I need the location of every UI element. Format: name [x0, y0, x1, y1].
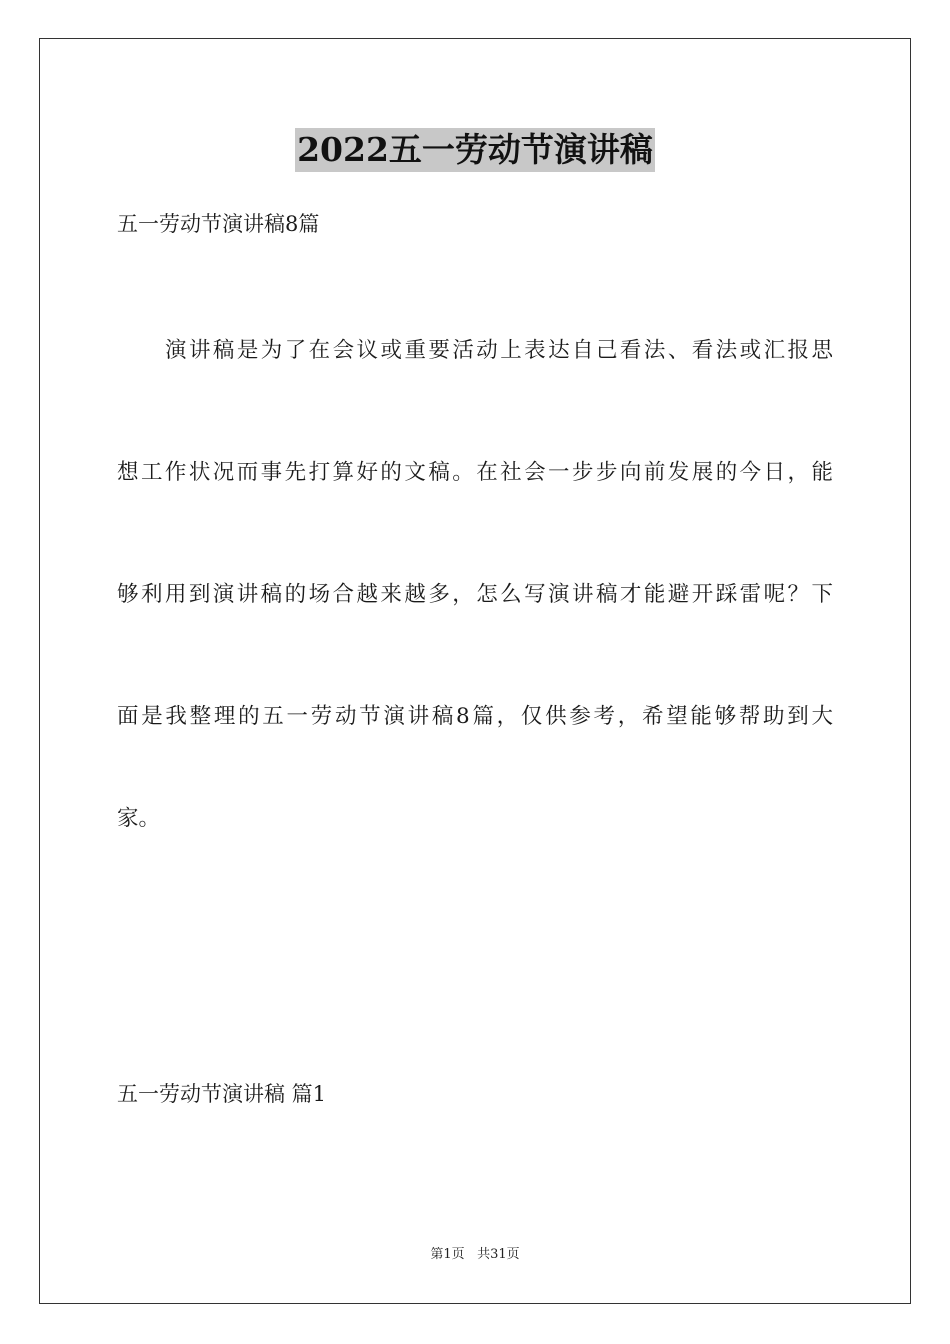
page-footer — [0, 1246, 950, 1264]
intro-line-2: 想工作状况而事先打算好的文稿。在社会一步步向前发展的今日，能 — [117, 460, 833, 485]
page-number: 第1页 — [430, 1247, 465, 1262]
intro-line-5: 家。 — [117, 806, 161, 831]
section-heading: 五一劳动节演讲稿 篇1 — [117, 1082, 327, 1106]
document-subtitle: 五一劳动节演讲稿8篇 — [117, 212, 320, 236]
document-title: 2022五一劳动节演讲稿 — [295, 128, 655, 172]
page-total: 共31页 — [477, 1247, 520, 1262]
intro-line-4: 面是我整理的五一劳动节演讲稿8篇，仅供参考，希望能够帮助到大 — [117, 704, 833, 729]
intro-line-3: 够利用到演讲稿的场合越来越多，怎么写演讲稿才能避开踩雷呢？下 — [117, 582, 833, 607]
intro-line-1: 演讲稿是为了在会议或重要活动上表达自己看法、看法或汇报思 — [165, 338, 833, 363]
title-container — [0, 128, 950, 172]
